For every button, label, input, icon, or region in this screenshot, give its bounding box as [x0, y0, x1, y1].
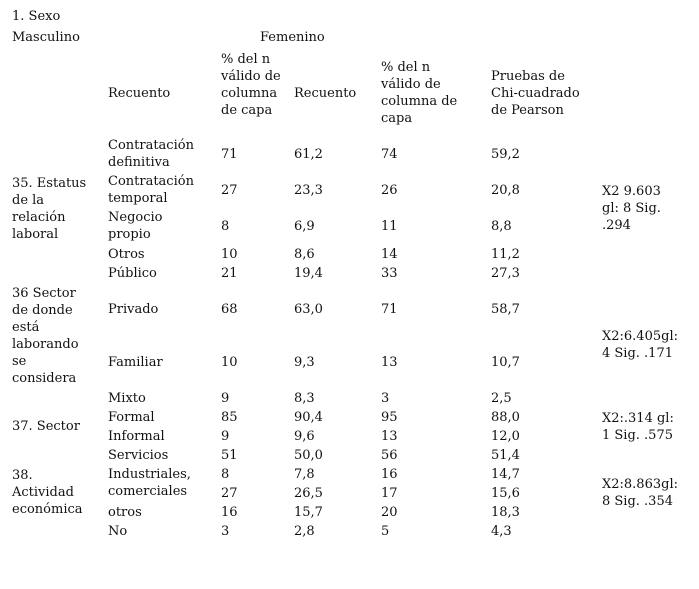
- column-header-recuento-2: Recuento: [294, 86, 357, 101]
- group-header-femenino: Femenino: [260, 30, 325, 45]
- row-label: Servicios: [108, 448, 169, 463]
- row-label: Industriales, comerciales: [108, 467, 191, 499]
- group-label-sector: 37. Sector: [12, 419, 80, 434]
- row-label: No: [108, 524, 128, 539]
- column-header-pct-2: % del n válido de columna de capa: [381, 60, 458, 126]
- row-label: Otros: [108, 247, 145, 262]
- cell-pct-masculino: 26,5: [294, 486, 323, 501]
- chi-square-result-sector-laborando: X2:6.405gl: 4 Sig. .171: [602, 329, 678, 361]
- row-label: otros: [108, 505, 142, 520]
- cell-pct-femenino: 15,6: [491, 486, 520, 501]
- cell-recuento-masculino: 68: [221, 302, 238, 317]
- cell-recuento-femenino: 71: [381, 302, 398, 317]
- column-header-pct-1: % del n válido de columna de capa: [221, 52, 281, 118]
- cell-recuento-femenino: 17: [381, 486, 398, 501]
- cell-pct-masculino: 15,7: [294, 505, 323, 520]
- cell-pct-masculino: 50,0: [294, 448, 323, 463]
- cell-recuento-femenino: 26: [381, 183, 398, 198]
- cell-pct-femenino: 20,8: [491, 183, 520, 198]
- cell-recuento-masculino: 71: [221, 147, 238, 162]
- cell-pct-masculino: 23,3: [294, 183, 323, 198]
- chi-square-result-actividad: X2:8.863gl: 8 Sig. .354: [602, 477, 678, 509]
- row-label: Familiar: [108, 355, 163, 370]
- cell-recuento-femenino: 3: [381, 391, 390, 406]
- group-header-masculino: Masculino: [12, 30, 80, 45]
- cell-recuento-femenino: 95: [381, 410, 398, 425]
- cell-recuento-masculino: 8: [221, 467, 230, 482]
- cell-pct-masculino: 61,2: [294, 147, 323, 162]
- cell-pct-femenino: 8,8: [491, 219, 512, 234]
- row-label: Informal: [108, 429, 165, 444]
- cell-recuento-masculino: 16: [221, 505, 238, 520]
- chi-square-result-sector: X2:.314 gl: 1 Sig. .575: [602, 411, 674, 443]
- cell-pct-masculino: 8,6: [294, 247, 315, 262]
- cell-pct-femenino: 59,2: [491, 147, 520, 162]
- cell-recuento-masculino: 9: [221, 391, 230, 406]
- cell-recuento-masculino: 51: [221, 448, 238, 463]
- group-label-sector-laborando: 36 Sector de donde está laborando se considera: [12, 286, 79, 386]
- row-label: Contratación definitiva: [108, 138, 194, 170]
- cell-recuento-masculino: 3: [221, 524, 230, 539]
- cell-pct-masculino: 7,8: [294, 467, 315, 482]
- column-header-recuento-1: Recuento: [108, 86, 171, 101]
- row-label: Privado: [108, 302, 159, 317]
- cell-recuento-masculino: 10: [221, 247, 238, 262]
- group-label-actividad: 38. Actividad económica: [12, 468, 83, 517]
- cell-pct-masculino: 6,9: [294, 219, 315, 234]
- cell-pct-masculino: 63,0: [294, 302, 323, 317]
- row-label: Mixto: [108, 391, 146, 406]
- section-title: 1. Sexo: [12, 9, 61, 24]
- cell-recuento-masculino: 8: [221, 219, 230, 234]
- cell-recuento-femenino: 11: [381, 219, 398, 234]
- row-label: Formal: [108, 410, 155, 425]
- cell-recuento-femenino: 56: [381, 448, 398, 463]
- cell-pct-masculino: 90,4: [294, 410, 323, 425]
- cell-pct-femenino: 88,0: [491, 410, 520, 425]
- cell-pct-femenino: 14,7: [491, 467, 520, 482]
- cell-recuento-masculino: 85: [221, 410, 238, 425]
- cell-recuento-femenino: 14: [381, 247, 398, 262]
- cell-pct-femenino: 10,7: [491, 355, 520, 370]
- cell-pct-masculino: 19,4: [294, 266, 323, 281]
- cell-recuento-femenino: 5: [381, 524, 390, 539]
- row-label: Negocio propio: [108, 210, 163, 242]
- cell-pct-masculino: 2,8: [294, 524, 315, 539]
- cell-recuento-femenino: 16: [381, 467, 398, 482]
- cell-recuento-femenino: 33: [381, 266, 398, 281]
- cell-recuento-masculino: 10: [221, 355, 238, 370]
- cell-pct-femenino: 11,2: [491, 247, 520, 262]
- cell-recuento-masculino: 9: [221, 429, 230, 444]
- cell-recuento-femenino: 13: [381, 429, 398, 444]
- cell-pct-femenino: 2,5: [491, 391, 512, 406]
- cell-recuento-masculino: 21: [221, 266, 238, 281]
- cell-pct-femenino: 12,0: [491, 429, 520, 444]
- cell-pct-masculino: 8,3: [294, 391, 315, 406]
- cell-pct-femenino: 4,3: [491, 524, 512, 539]
- cell-recuento-masculino: 27: [221, 183, 238, 198]
- cell-pct-femenino: 58,7: [491, 302, 520, 317]
- row-label: Público: [108, 266, 157, 281]
- cell-pct-femenino: 18,3: [491, 505, 520, 520]
- cell-pct-femenino: 51,4: [491, 448, 520, 463]
- cell-recuento-femenino: 20: [381, 505, 398, 520]
- cell-pct-femenino: 27,3: [491, 266, 520, 281]
- column-header-pearson: Pruebas de Chi-cuadrado de Pearson: [491, 69, 580, 118]
- cell-recuento-masculino: 27: [221, 486, 238, 501]
- group-label-estatus: 35. Estatus de la relación laboral: [12, 176, 87, 242]
- chi-square-result-estatus: X2 9.603 gl: 8 Sig. .294: [602, 184, 661, 233]
- row-label: Contratación temporal: [108, 174, 194, 206]
- cell-pct-masculino: 9,6: [294, 429, 315, 444]
- cell-recuento-femenino: 74: [381, 147, 398, 162]
- cell-recuento-femenino: 13: [381, 355, 398, 370]
- cell-pct-masculino: 9,3: [294, 355, 315, 370]
